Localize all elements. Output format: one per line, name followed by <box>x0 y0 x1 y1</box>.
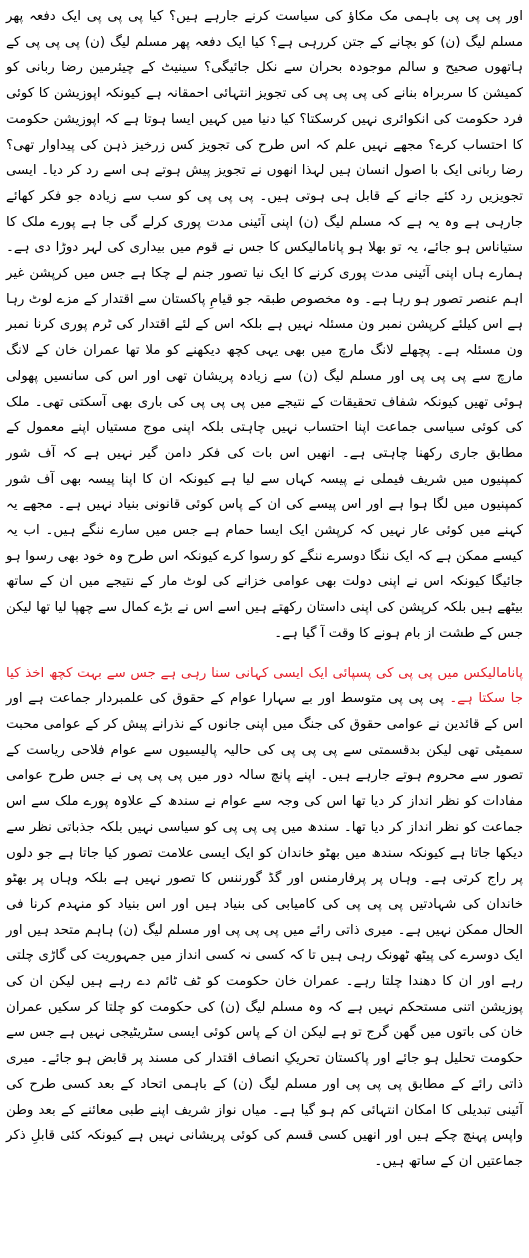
article-paragraph-1 <box>6 4 523 647</box>
article-paragraph-2 <box>6 661 523 1175</box>
paragraph-1-text: اور پی پی پی باہمی مک مکاؤ کی سیاست کرنے جارہے ہیں؟ کیا پی پی پی ایک دفعہ پھر مسلم لیگ (ن) کو بچانے کے جتن کررہی ہے؟ کیا ایک دفعہ پھر مسلم لیگ (ن) پی پی پی کے ہاتھوں صحیح و سالم موجودہ بحران سے نکل جائیگی؟ سینیٹ کے چیئرمین رضا ربانی کو کمیشن کا سربراہ بنانے کی پی پی پی کی تجویز انتہائی احمقانہ ہے کیونکہ اپوزیشن کا کوئی فرد حکومت کی انکوائری نہیں کرسکتا؟ کیا دنیا میں کہیں ایسا ہوتا ہے کہ اپوزیشن حکومت کا احتساب کرے؟ مجھے نہیں علم کہ اس طرح کی تجویز کس زرخیز ذہن کی پیداوار تھی؟ رضا ربانی ایک با اصول انسان ہیں لہذا انھوں نے تجویز پیش ہوتے ہی اسے رد کر دیا۔ ایسی تجویزیں رد کئے جانے کے قابل ہی ہوتی ہیں۔ پی پی پی کو سب سے زیادہ جو فکر کھائے جارہی ہے وہ یہ ہے کہ مسلم لیگ (ن) اپنی آئینی مدت پوری کرلے گی جا ہے پورے ملک کا ستیاناس ہو جائے، یہ تو بھلا ہو پانامالیکس کا جس نے قوم میں بیداری کی لہر دوڑا دی ہے۔ ہمارے ہاں اپنی آئینی مدت پوری کرنے کا ایک نیا تصور جنم لے چکا ہے جس میں کرپشن غیر اہم عنصر تصور ہو رہا ہے۔ وہ مخصوص طبقہ جو قیامِ پاکستان سے اقتدار کے مزے لوٹ رہا ہے اس کیلئے کرپشن نمبر ون مسئلہ نہیں ہے بلکہ اس کے لئے اقتدار کی ٹرم پوری کرنا نمبر ون مسئلہ ہے۔ پچھلے لانگ مارچ میں بھی یہی کچھ دیکھنے کو ملا تھا عمران خان کے لانگ مارچ سے پی پی پی اور مسلم لیگ (ن) سے زیادہ پریشان تھی اور اس کی سانسیں پھولی ہوئی تھیں کیونکہ شفاف تحقیقات کے نتیجے میں پی پی پی کی باری بھی آسکتی تھی۔ ملک کی کوئی سیاسی جماعت اپنا احتساب نہیں چاہتی بلکہ اپنی موج مستیاں اپنے معمول کے مطابق جاری رکھنا چاہتی ہے۔ انھیں اس بات کی فکر دامن گیر نہیں ہے کہ آف شور کمپنیوں میں شریف فیملی نے پیسہ کہاں سے لیا ہے کیونکہ ان کا اپنا پیسہ بھی آف شور کمپنیوں میں لگا ہوا ہے اور اس پیسے کی ان کے پاس کوئی قانونی بنیاد نہیں ہے۔ مجھے یہ کہنے میں کوئی عار نہیں کہ کرپشن ایک ایسا حمام ہے جس میں سارے ننگے ہیں۔ اب یہ کیسے ممکن ہے کہ ایک ننگا دوسرے ننگے کو رسوا کرے کیونکہ اس طرح وہ خود بھی رسوا ہو جائیگا کیونکہ اس نے اپنی دولت بھی عوامی خزانے کی لوٹ مار کے نتیجے میں ان کے ساتھ بیٹھے ہیں بلکہ کرپشن کی اپنی داستان رکھتے ہیں اسے اس نے بڑے کمال سے چھپا لیا تھا لیکن جس کے طشت از بام ہونے کا وقت آ گیا ہے۔ <box>6 9 523 641</box>
highlighted-sentence: پانامالیکس میں پی پی کی پسپائی ایک ایسی کہانی سنا رہی ہے جس سے بہت کچھ اخذ کیا جا سکتا ہے۔ <box>6 665 523 707</box>
paragraph-2-text: پی پی پی متوسط اور بے سہارا عوام کے حقوق کی علمبردار جماعت ہے اور اس کے قائدین نے عوامی حقوق کی جنگ میں اپنی جانوں کے نذرانے پیش کر کے عوامی محبت سمیٹی تھی لیکن بدقسمتی سے پی پی پی کی حالیہ پالیسیوں سے عوام فلاحی ریاست کے تصور سے محروم ہوتے جارہے ہیں۔ اپنے پانچ سالہ دور میں پی پی پی نے جس طرح عوامی مفادات کو نظر انداز کر دیا تھا اس کی وجہ سے عوام نے سندھ کے علاوہ پورے ملک سے اس جماعت کو نظر انداز کر دیا تھا۔ سندھ میں پی پی پی کو سیاسی نہیں بلکہ جذباتی نظر سے دیکھا جاتا ہے کیونکہ سندھ میں بھٹو خاندان کو ایک ایسی علامت تصور کیا جاتا ہے جو دلوں پر راج کرتی ہے۔ وہاں پر پرفارمنس اور گڈ گورننس کا تصور نہیں ہے بلکہ وہاں پر بھٹو خاندان کی شہادتیں پی پی پی کی کامیابی کی بنیاد ہیں اور اس بنیاد کو منہدم کرنا فی الحال ممکن نہیں ہے۔ میری ذاتی رائے میں پی پی پی اور مسلم لیگ (ن) ہاہم متحد ہیں اور ایک دوسرے کی پیٹھ ٹھونک رہی ہیں تا کہ کسی نہ کسی انداز میں جمہوریت کی گاڑی چلتی رہے اور ان کا دھندا چلتا رہے۔ عمران خان حکومت کو ٹف ٹائم دے رہے ہیں لیکن ان کی پوزیشن اتنی مستحکم نہیں ہے کہ وہ مسلم لیگ (ن) کی حکومت کو چلتا کر سکیں عمران خان کی باتوں میں گھن گرج تو ہے لیکن ان کے پاس کوئی ایسی سٹریٹیجی نہیں ہے جس سے حکومت تحلیل ہو جائے اور پاکستان تحریکِ انصاف اقتدار کی مسند پر قابض ہو جائے۔ میری ذاتی رائے کے مطابق پی پی پی اور مسلم لیگ (ن) کے باہمی اتحاد کے بعد کسی طرح کی آئینی تبدیلی کا امکان انتہائی کم ہو گیا ہے۔ میاں نواز شریف اپنے طبی معائنے کے بعد وطن واپس پہنچ چکے ہیں اور انھیں کسی قسم کی کوئی پریشانی نہیں ہے کیونکہ کئی قابلِ ذکر جماعتیں ان کے ساتھ ہیں۔ <box>6 691 523 1169</box>
article-body <box>6 0 523 1175</box>
